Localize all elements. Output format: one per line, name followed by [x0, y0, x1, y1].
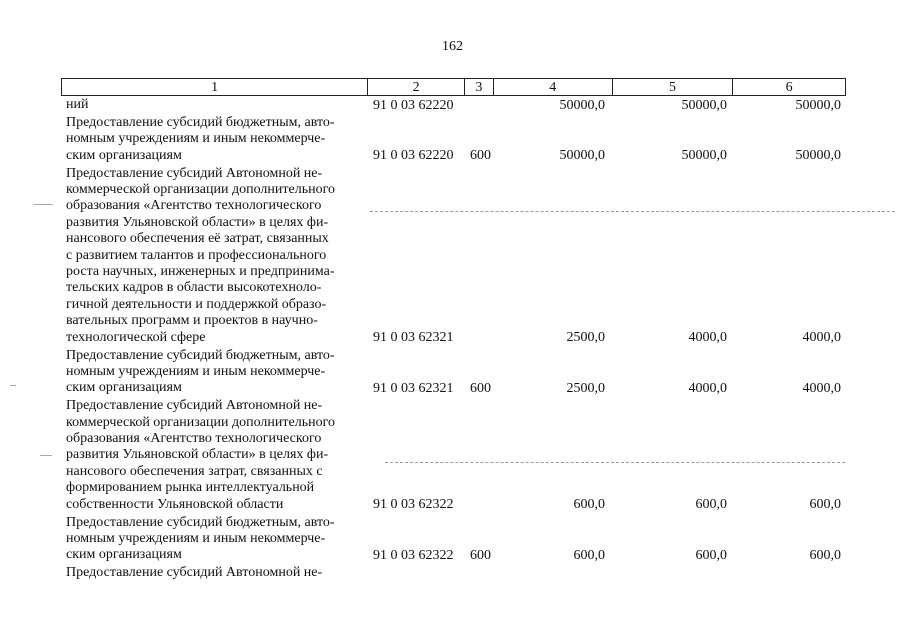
row-csr-code: 91 0 03 62322: [373, 497, 454, 513]
row-amount-col4: 2500,0: [566, 330, 605, 346]
scan-artifact-line: [370, 211, 895, 212]
row-csr-code: 91 0 03 62321: [373, 330, 454, 346]
scan-artifact-mark: [40, 455, 52, 456]
scan-artifact-line: [385, 462, 845, 463]
row-description: [66, 348, 361, 397]
description-line: гичной деятельности и поддержкой образо-: [66, 296, 327, 312]
description-line: нансового обеспечения её затрат, связанных: [66, 231, 329, 247]
description-line: Предоставление субсидий Автономной не-: [66, 565, 323, 581]
row-amount-col4: 600,0: [573, 497, 605, 513]
row-amount-col5: 50000,0: [681, 97, 727, 113]
row-amount-col5: 4000,0: [688, 380, 727, 396]
row-csr-code: 91 0 03 62322: [373, 547, 454, 563]
table-header: [61, 78, 846, 96]
header-col-6: 6: [785, 80, 793, 95]
row-amount-col6: 600,0: [809, 497, 841, 513]
description-line: Предоставление субсидий бюджетным, авто-: [66, 114, 335, 130]
description-line: ским организациям: [66, 380, 182, 396]
row-vr-code: 600: [470, 148, 491, 164]
header-col-5: 5: [613, 79, 734, 95]
row-amount-col6: 4000,0: [802, 330, 841, 346]
header-col-3: 3: [465, 79, 494, 95]
description-line: нансового обеспечения затрат, связанных с: [66, 463, 323, 479]
row-amount-col4: 600,0: [573, 547, 605, 563]
row-description: [66, 97, 361, 113]
row-amount-col6: 600,0: [809, 547, 841, 563]
description-line: формированием рынка интеллектуальной: [66, 480, 315, 496]
row-amount-col6: 50000,0: [795, 97, 841, 113]
row-description: [66, 515, 361, 564]
row-csr-code: 91 0 03 62220: [373, 148, 454, 164]
row-amount-col5: 50000,0: [681, 148, 727, 164]
description-line: номным учреждениям и иным некоммерче-: [66, 131, 326, 147]
row-amount-col5: 600,0: [695, 547, 727, 563]
row-description: [66, 166, 361, 346]
description-line: Предоставление субсидий бюджетным, авто-: [66, 514, 335, 530]
row-amount-col4: 50000,0: [559, 97, 605, 113]
description-line: вательных программ и проектов в научно-: [66, 313, 318, 329]
row-vr-code: 600: [470, 547, 491, 563]
description-line: тельских кадров в области высокотехноло-: [66, 280, 322, 296]
row-vr-code: 600: [470, 380, 491, 396]
row-amount-col4: 2500,0: [566, 380, 605, 396]
description-line: технологической сфере: [66, 329, 206, 345]
row-csr-code: 91 0 03 62321: [373, 380, 454, 396]
description-line: роста научных, инженерных и предпринима-: [66, 264, 335, 280]
description-line: коммерческой организации дополнительного: [66, 414, 335, 430]
description-line: номным учреждениям и иным некоммерче-: [66, 363, 326, 379]
description-line: Предоставление субсидий Автономной не-: [66, 165, 323, 181]
description-line: Предоставление субсидий бюджетным, авто-: [66, 347, 335, 363]
row-amount-col5: 4000,0: [688, 330, 727, 346]
description-line: коммерческой организации дополнительного: [66, 182, 335, 197]
row-description: [66, 398, 361, 513]
description-line: номным учреждениям и иным некоммерче-: [66, 530, 326, 546]
description-line: ний: [66, 97, 89, 112]
description-line: ским организациям: [66, 547, 182, 563]
description-line: собственности Ульяновской области: [66, 496, 284, 512]
description-line: Предоставление субсидий Автономной не-: [66, 398, 323, 414]
row-amount-col5: 600,0: [695, 497, 727, 513]
row-amount-col6: 4000,0: [802, 380, 841, 396]
row-description: [66, 115, 361, 164]
page-number: 162: [442, 39, 463, 54]
description-line: развития Ульяновской области» в целях фи-: [66, 214, 329, 230]
header-col-4: 4: [494, 79, 613, 95]
description-line: ским организациям: [66, 147, 182, 163]
header-col-1: 1: [62, 79, 368, 95]
row-amount-col6: 50000,0: [795, 148, 841, 164]
row-description: [66, 565, 361, 581]
scan-artifact-mark: [33, 204, 53, 205]
description-line: образования «Агентство технологического: [66, 431, 322, 446]
description-line: с развитием талантов и профессионального: [66, 247, 327, 263]
description-line: образования «Агентство технологического: [66, 198, 322, 214]
description-line: развития Ульяновской области» в целях фи-: [66, 447, 329, 463]
header-col-2: 2: [368, 79, 465, 95]
row-amount-col4: 50000,0: [559, 148, 605, 164]
scan-artifact-mark: [10, 385, 16, 386]
row-csr-code: 91 0 03 62220: [373, 97, 454, 113]
